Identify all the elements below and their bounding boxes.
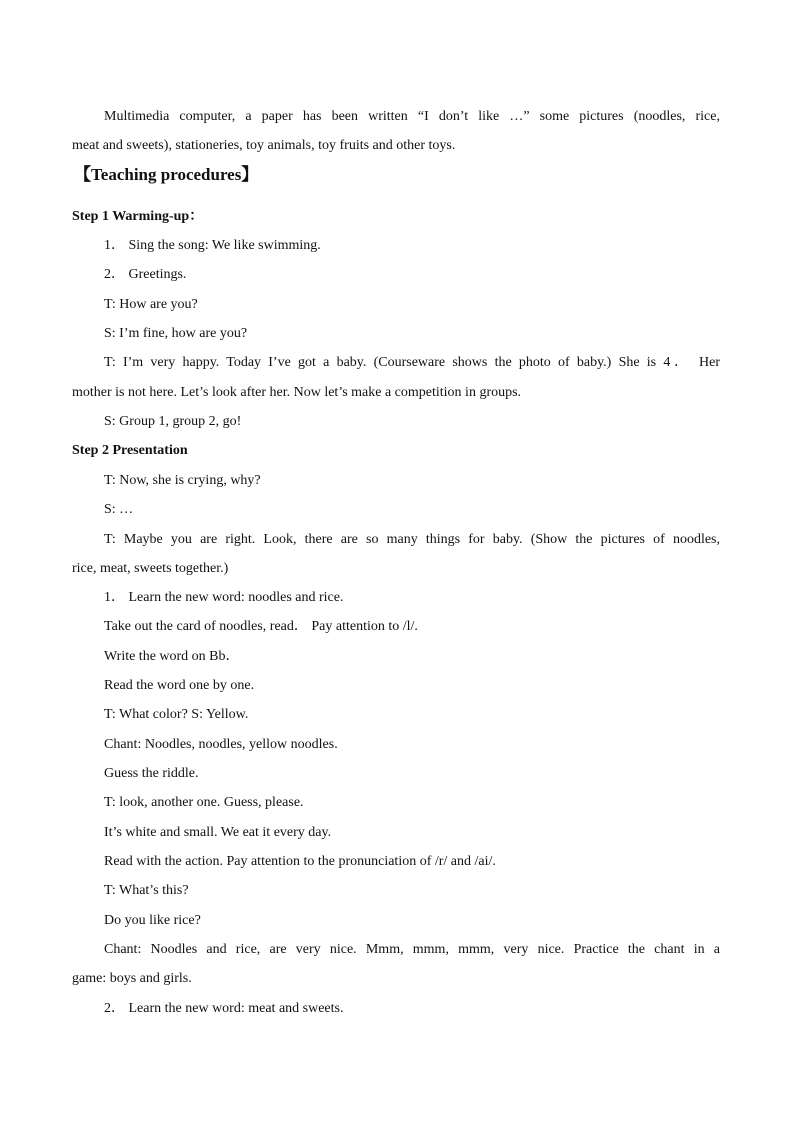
materials-line-2: meat and sweets), stationeries, toy animals, toy fruits and other toys. — [72, 138, 456, 153]
step2-line-card: Take out the card of noodles, read． Pay attention to /l/. — [104, 619, 418, 634]
step2-line-action: Read with the action. Pay attention to the pronunciation of /r/ and /ai/. — [104, 854, 496, 869]
step1-line-group: S: Group 1, group 2, go! — [104, 414, 242, 429]
step2-chant-line-2: game: boys and girls. — [72, 971, 192, 986]
step1-line-greetings: 2． Greetings. — [104, 267, 187, 282]
step2-line-whats-this: T: What’s this? — [104, 883, 189, 898]
step2-line-s: S: … — [104, 502, 134, 517]
step1-para-line-1: T: I’m very happy. Today I’ve got a baby. (Courseware shows the photo of baby.) She is 4． Her — [104, 355, 720, 370]
step2-line-riddle: Guess the riddle. — [104, 766, 199, 781]
step2-line-learn-meat: 2． Learn the new word: meat and sweets. — [104, 1001, 344, 1016]
step2-line-crying: T: Now, she is crying, why? — [104, 473, 261, 488]
step2-line-what-color: T: What color? S: Yellow. — [104, 707, 249, 722]
step2-chant-line-1: Chant: Noodles and rice, are very nice. Mmm, mmm, mmm, very nice. Practice the chant in a — [104, 942, 720, 957]
step2-heading: Step 2 Presentation — [72, 443, 188, 458]
step1-line-sing: 1． Sing the song: We like swimming. — [104, 238, 321, 253]
step2-line-write: Write the word on Bb． — [104, 649, 240, 664]
step2-line-another: T: look, another one. Guess, please. — [104, 795, 304, 810]
step1-para-line-2: mother is not here. Let’s look after her. Now let’s make a competition in groups. — [72, 385, 522, 400]
step2-line-chant-noodles: Chant: Noodles, noodles, yellow noodles. — [104, 737, 338, 752]
step2-line-like-rice: Do you like rice? — [104, 913, 201, 928]
step1-line-fine: S: I’m fine, how are you? — [104, 326, 248, 341]
step2-line-learn-noodles: 1． Learn the new word: noodles and rice. — [104, 590, 344, 605]
step2-para-line-1: T: Maybe you are right. Look, there are so many things for baby. (Show the pictures of noodles, — [104, 532, 720, 547]
step2-line-read: Read the word one by one. — [104, 678, 255, 693]
step2-line-white-small: It’s white and small. We eat it every day. — [104, 825, 332, 840]
step1-line-how-are-you: T: How are you? — [104, 297, 198, 312]
section-heading-teaching-procedures: 【Teaching procedures】 — [74, 165, 259, 184]
step2-para-line-2: rice, meat, sweets together.) — [72, 561, 229, 576]
step1-heading: Step 1 Warming-up： — [72, 209, 204, 224]
materials-line-1: Multimedia computer, a paper has been written “I don’t like …” some pictures (noodles, rice, — [104, 109, 720, 124]
